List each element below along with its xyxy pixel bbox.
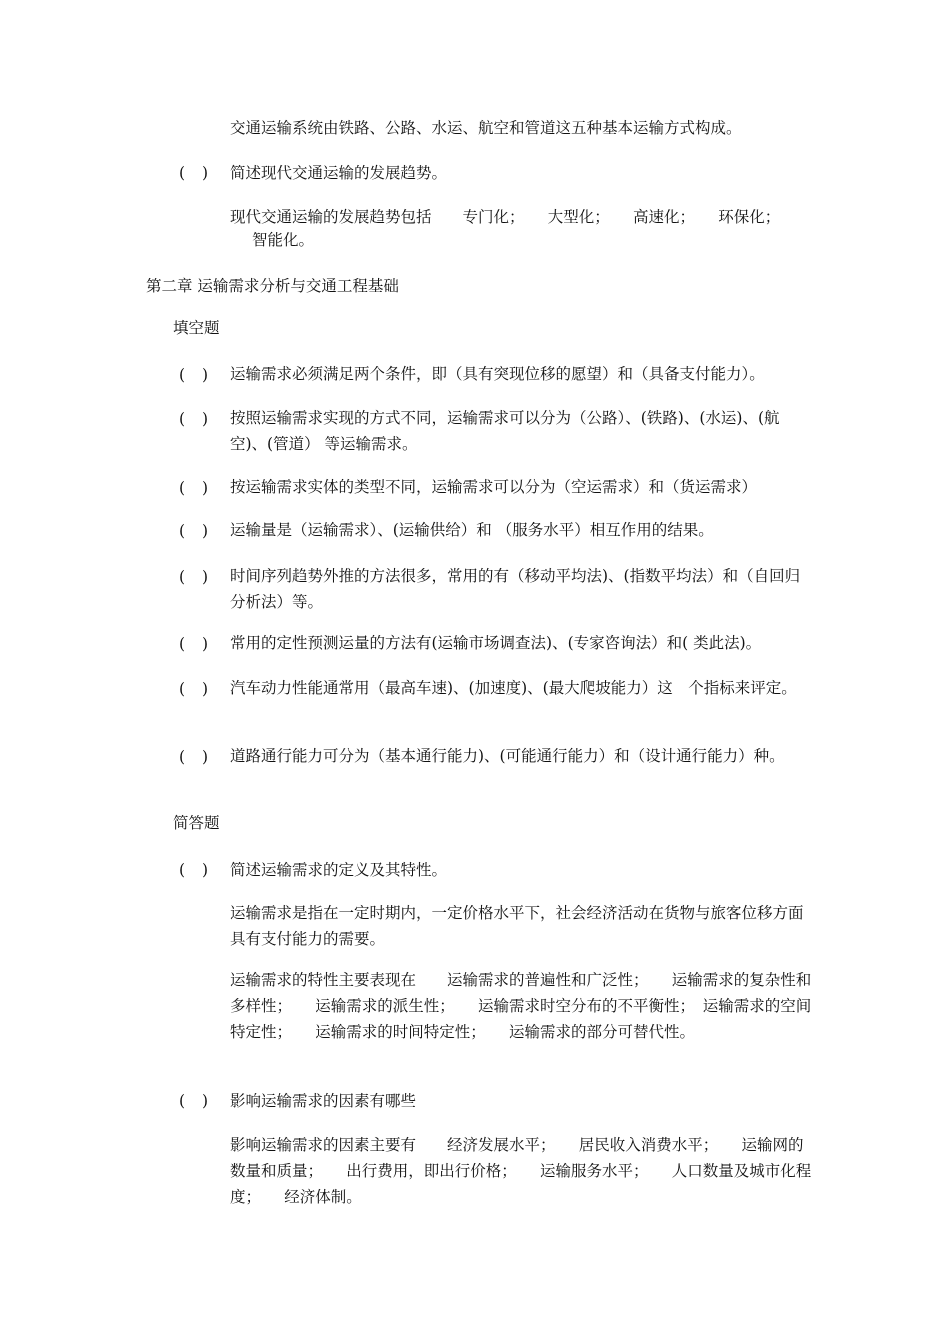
question-marker: ( ) xyxy=(179,522,215,540)
chapter-title: 第二章 运输需求分析与交通工程基础 xyxy=(146,277,399,295)
question-marker: ( ) xyxy=(179,861,215,879)
question-marker: ( ) xyxy=(179,635,215,653)
fill-blank-item-4: 运输量是（运输需求）、(运输供给）和 （服务水平）相互作用的结果。 xyxy=(230,521,714,539)
fill-blank-item-1: 运输需求必须满足两个条件，即（具有突现位移的愿望）和（具备支付能力）。 xyxy=(230,365,765,383)
section-heading-short-answer: 简答题 xyxy=(173,814,220,832)
section-heading-fill-blank: 填空题 xyxy=(173,319,220,337)
ch1-answer-line1: 现代交通运输的发展趋势包括 专门化； 大型化； 高速化； 环保化； xyxy=(230,208,781,226)
question-marker: ( ) xyxy=(179,164,215,182)
question-marker: ( ) xyxy=(179,366,215,384)
question-marker: ( ) xyxy=(179,680,215,698)
answer-1-paragraph-1: 运输需求是指在一定时期内，一定价格水平下，社会经济活动在货物与旅客位移方面具有支付能力的需要。 xyxy=(230,904,804,948)
fill-blank-item-5: 时间序列趋势外推的方法很多，常用的有（移动平均法)、(指数平均法）和（自回归分析法）等。 xyxy=(230,567,801,611)
ch1-answer-line2: 智能化。 xyxy=(252,231,315,249)
short-answer-question-1: 简述运输需求的定义及其特性。 xyxy=(230,861,448,879)
fill-blank-item-7: 汽车动力性能通常用（最高车速)、(加速度)、(最大爬坡能力）这 个指标来评定。 xyxy=(230,679,797,697)
fill-blank-item-3: 按运输需求实体的类型不同，运输需求可以分为（空运需求）和（货运需求） xyxy=(230,478,758,496)
answer-1-paragraph-2: 运输需求的特性主要表现在 运输需求的普遍性和广泛性； 运输需求的复杂性和多样性； 运输需求的派生性； 运输需求时空分布的不平衡性； 运输需求的空间特定性； 运输需求的时间特定性； 运输需求的部分可替代性。 xyxy=(230,971,812,1041)
question-marker: ( ) xyxy=(179,568,215,586)
answer-2-paragraph-1: 影响运输需求的因素主要有 经济发展水平； 居民收入消费水平； 运输网的数量和质量； 出行费用，即出行价格； 运输服务水平； 人口数量及城市化程度； 经济体制。 xyxy=(230,1136,812,1206)
question-marker: ( ) xyxy=(179,410,215,428)
fill-blank-item-8: 道路通行能力可分为（基本通行能力)、(可能通行能力）和（设计通行能力）种。 xyxy=(230,747,785,765)
question-marker: ( ) xyxy=(179,479,215,497)
question-marker: ( ) xyxy=(179,1092,215,1110)
question-marker: ( ) xyxy=(179,748,215,766)
ch1-sentence: 交通运输系统由铁路、公路、水运、航空和管道这五种基本运输方式构成。 xyxy=(230,119,742,137)
fill-blank-item-6: 常用的定性预测运量的方法有(运输市场调查法)、(专家咨询法）和( 类此法)。 xyxy=(230,634,762,652)
fill-blank-item-2: 按照运输需求实现的方式不同，运输需求可以分为（公路）、(铁路)、(水运)、(航空)、(管道） 等运输需求。 xyxy=(230,409,780,453)
short-answer-question-2: 影响运输需求的因素有哪些 xyxy=(230,1092,417,1110)
ch1-question: 简述现代交通运输的发展趋势。 xyxy=(230,164,448,182)
